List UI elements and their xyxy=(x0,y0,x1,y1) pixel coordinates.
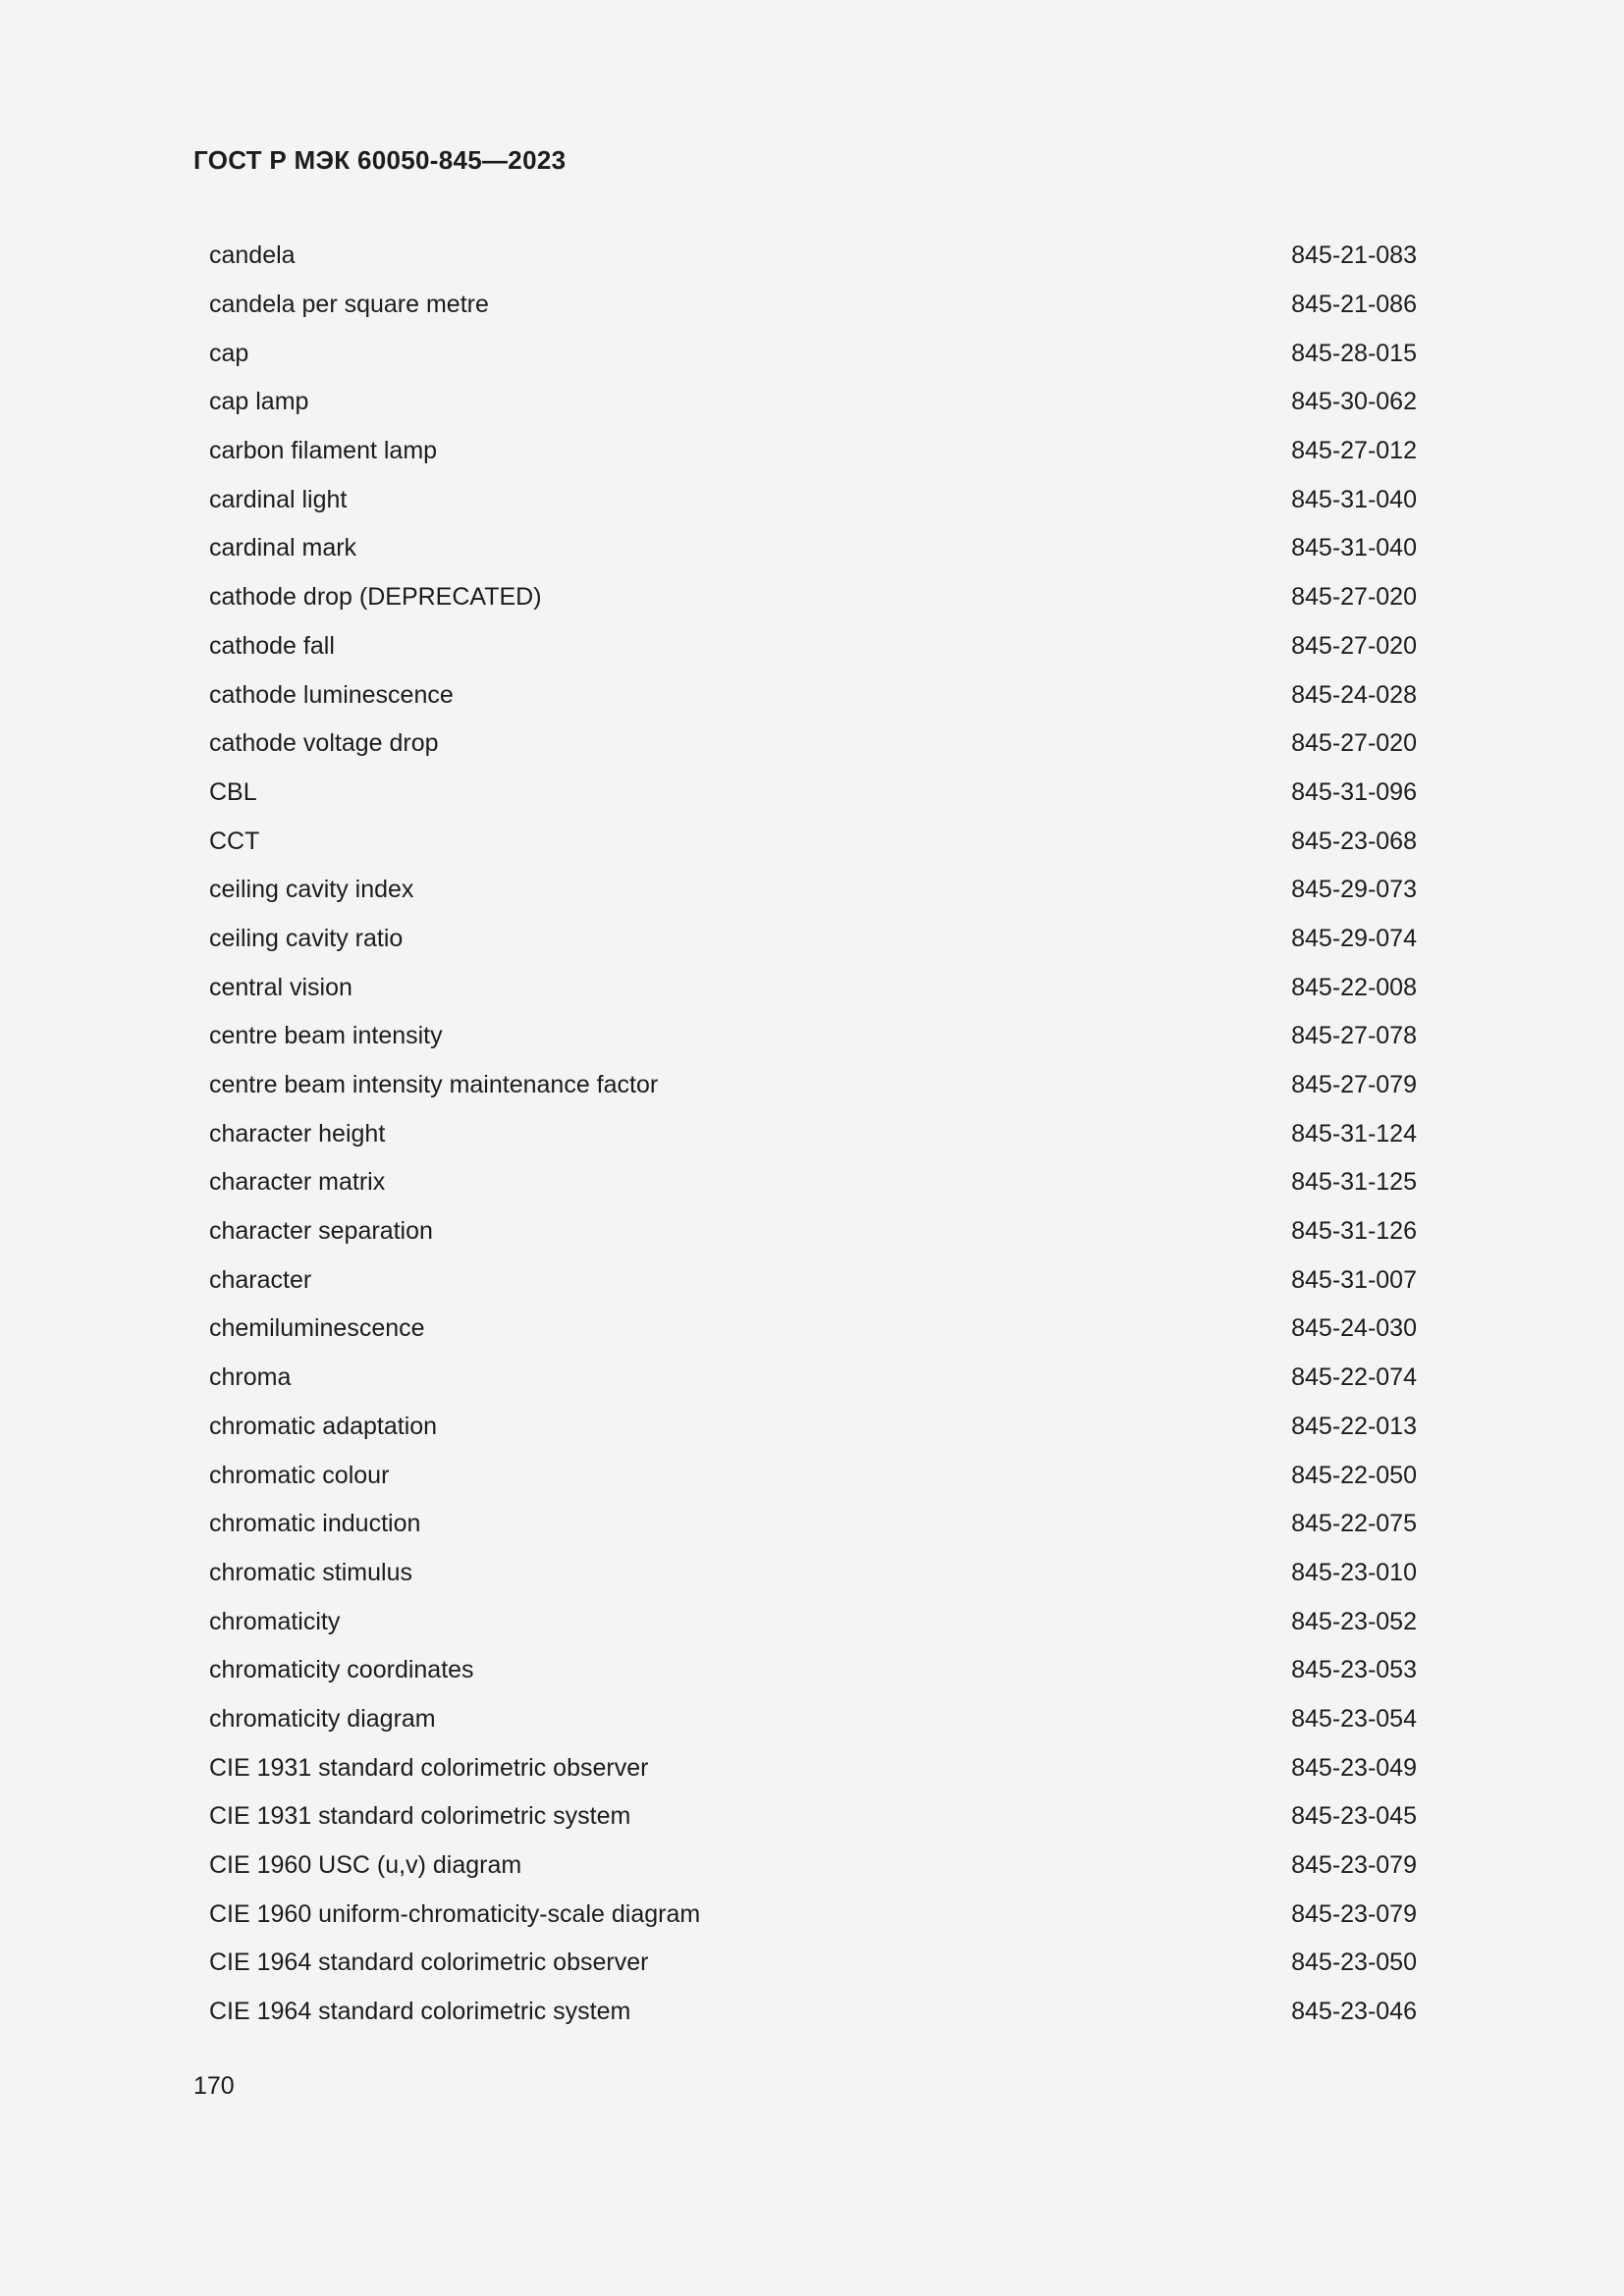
term-text: chromatic induction xyxy=(209,1510,421,1538)
term-text: CBL xyxy=(209,777,257,806)
term-text: centre beam intensity xyxy=(209,1022,443,1050)
term-code: 845-31-125 xyxy=(1291,1168,1417,1197)
term-code: 845-23-079 xyxy=(1291,1899,1417,1928)
index-entry xyxy=(209,1354,1417,1403)
term-text: chromatic colour xyxy=(209,1461,390,1489)
term-code: 845-23-068 xyxy=(1291,827,1417,855)
term-code: 845-22-075 xyxy=(1291,1510,1417,1538)
term-text: cathode drop (DEPRECATED) xyxy=(209,583,542,612)
term-code: 845-31-040 xyxy=(1291,534,1417,562)
term-text: CCT xyxy=(209,827,260,855)
term-code: 845-23-054 xyxy=(1291,1704,1417,1733)
index-entry xyxy=(209,1207,1417,1256)
term-text: cardinal light xyxy=(209,485,348,513)
term-code: 845-27-079 xyxy=(1291,1071,1417,1099)
index-entry xyxy=(209,524,1417,573)
index-entry xyxy=(209,1061,1417,1110)
index-entry xyxy=(209,670,1417,720)
index-entry xyxy=(209,915,1417,964)
index-entry xyxy=(209,1646,1417,1695)
term-text: ceiling cavity ratio xyxy=(209,924,404,952)
index-entry xyxy=(209,1403,1417,1452)
term-code: 845-30-062 xyxy=(1291,388,1417,416)
term-text: central vision xyxy=(209,973,352,1001)
term-code: 845-23-052 xyxy=(1291,1607,1417,1635)
term-text: candela xyxy=(209,241,296,270)
term-text: character separation xyxy=(209,1217,433,1246)
term-code: 845-27-012 xyxy=(1291,437,1417,465)
term-text: CIE 1960 uniform-chromaticity-scale diagram xyxy=(209,1899,701,1928)
term-text: CIE 1931 standard colorimetric system xyxy=(209,1802,631,1831)
term-text: cardinal mark xyxy=(209,534,357,562)
document-title: ГОСТ Р МЭК 60050-845—2023 xyxy=(193,145,567,175)
term-text: chemiluminescence xyxy=(209,1314,425,1343)
page-number: 170 xyxy=(193,2072,235,2100)
term-text: chromaticity xyxy=(209,1607,341,1635)
index-entry xyxy=(209,963,1417,1012)
term-text: cathode fall xyxy=(209,631,335,660)
term-text: cap lamp xyxy=(209,388,309,416)
term-code: 845-24-030 xyxy=(1291,1314,1417,1343)
index-entry xyxy=(209,378,1417,427)
term-text: character height xyxy=(209,1119,386,1148)
term-code: 845-22-074 xyxy=(1291,1363,1417,1392)
term-code: 845-31-126 xyxy=(1291,1217,1417,1246)
term-text: CIE 1960 USC (u,v) diagram xyxy=(209,1851,522,1880)
term-code: 845-29-073 xyxy=(1291,876,1417,904)
index-entry xyxy=(209,1939,1417,1988)
index-entry xyxy=(209,1012,1417,1061)
term-text: carbon filament lamp xyxy=(209,437,438,465)
term-text: chromaticity coordinates xyxy=(209,1656,474,1684)
term-code: 845-24-028 xyxy=(1291,680,1417,709)
term-text: chroma xyxy=(209,1363,292,1392)
index-entry xyxy=(209,1695,1417,1744)
index-entry xyxy=(209,1890,1417,1939)
term-code: 845-23-053 xyxy=(1291,1656,1417,1684)
index-entry xyxy=(209,232,1417,281)
index-entry xyxy=(209,1158,1417,1207)
index-entry xyxy=(209,1988,1417,2037)
term-code: 845-27-020 xyxy=(1291,583,1417,612)
index-entry xyxy=(209,475,1417,524)
term-text: candela per square metre xyxy=(209,291,489,319)
index-entry xyxy=(209,1305,1417,1354)
index-entry xyxy=(209,1451,1417,1500)
term-code: 845-22-050 xyxy=(1291,1461,1417,1489)
index-entry xyxy=(209,720,1417,769)
term-text: chromatic stimulus xyxy=(209,1558,412,1586)
term-code: 845-23-045 xyxy=(1291,1802,1417,1831)
term-code: 845-23-010 xyxy=(1291,1558,1417,1586)
index-entry xyxy=(209,329,1417,378)
term-text: cap xyxy=(209,339,249,367)
term-text: centre beam intensity maintenance factor xyxy=(209,1071,659,1099)
term-code: 845-31-040 xyxy=(1291,485,1417,513)
index-entry xyxy=(209,817,1417,866)
index-entry xyxy=(209,622,1417,671)
term-code: 845-23-050 xyxy=(1291,1949,1417,1977)
term-text: CIE 1964 standard colorimetric system xyxy=(209,1998,631,2026)
index-entry xyxy=(209,281,1417,330)
term-code: 845-27-020 xyxy=(1291,729,1417,758)
term-code: 845-22-013 xyxy=(1291,1412,1417,1440)
index-entry xyxy=(209,1549,1417,1598)
term-code: 845-23-079 xyxy=(1291,1851,1417,1880)
index-entry xyxy=(209,1743,1417,1792)
term-text: character matrix xyxy=(209,1168,386,1197)
term-text: character xyxy=(209,1265,312,1294)
index-entry xyxy=(209,866,1417,915)
index-entry xyxy=(209,769,1417,818)
term-code: 845-27-078 xyxy=(1291,1022,1417,1050)
term-text: chromatic adaptation xyxy=(209,1412,438,1440)
term-code: 845-31-124 xyxy=(1291,1119,1417,1148)
term-code: 845-23-049 xyxy=(1291,1753,1417,1782)
term-code: 845-23-046 xyxy=(1291,1998,1417,2026)
term-text: chromaticity diagram xyxy=(209,1704,436,1733)
term-code: 845-28-015 xyxy=(1291,339,1417,367)
index-entry xyxy=(209,1597,1417,1646)
index-entry xyxy=(209,427,1417,476)
term-text: cathode voltage drop xyxy=(209,729,439,758)
index-entry xyxy=(209,1842,1417,1891)
index-entry xyxy=(209,573,1417,622)
term-code: 845-22-008 xyxy=(1291,973,1417,1001)
term-text: CIE 1964 standard colorimetric observer xyxy=(209,1949,649,1977)
term-code: 845-21-086 xyxy=(1291,291,1417,319)
term-text: ceiling cavity index xyxy=(209,876,414,904)
term-text: cathode luminescence xyxy=(209,680,454,709)
index-entry xyxy=(209,1255,1417,1305)
term-code: 845-27-020 xyxy=(1291,631,1417,660)
index-entry xyxy=(209,1792,1417,1842)
term-code: 845-31-007 xyxy=(1291,1265,1417,1294)
term-code: 845-31-096 xyxy=(1291,777,1417,806)
term-text: CIE 1931 standard colorimetric observer xyxy=(209,1753,649,1782)
term-code: 845-21-083 xyxy=(1291,241,1417,270)
term-index-list xyxy=(209,232,1417,2036)
index-entry xyxy=(209,1109,1417,1158)
term-code: 845-29-074 xyxy=(1291,924,1417,952)
index-entry xyxy=(209,1500,1417,1549)
